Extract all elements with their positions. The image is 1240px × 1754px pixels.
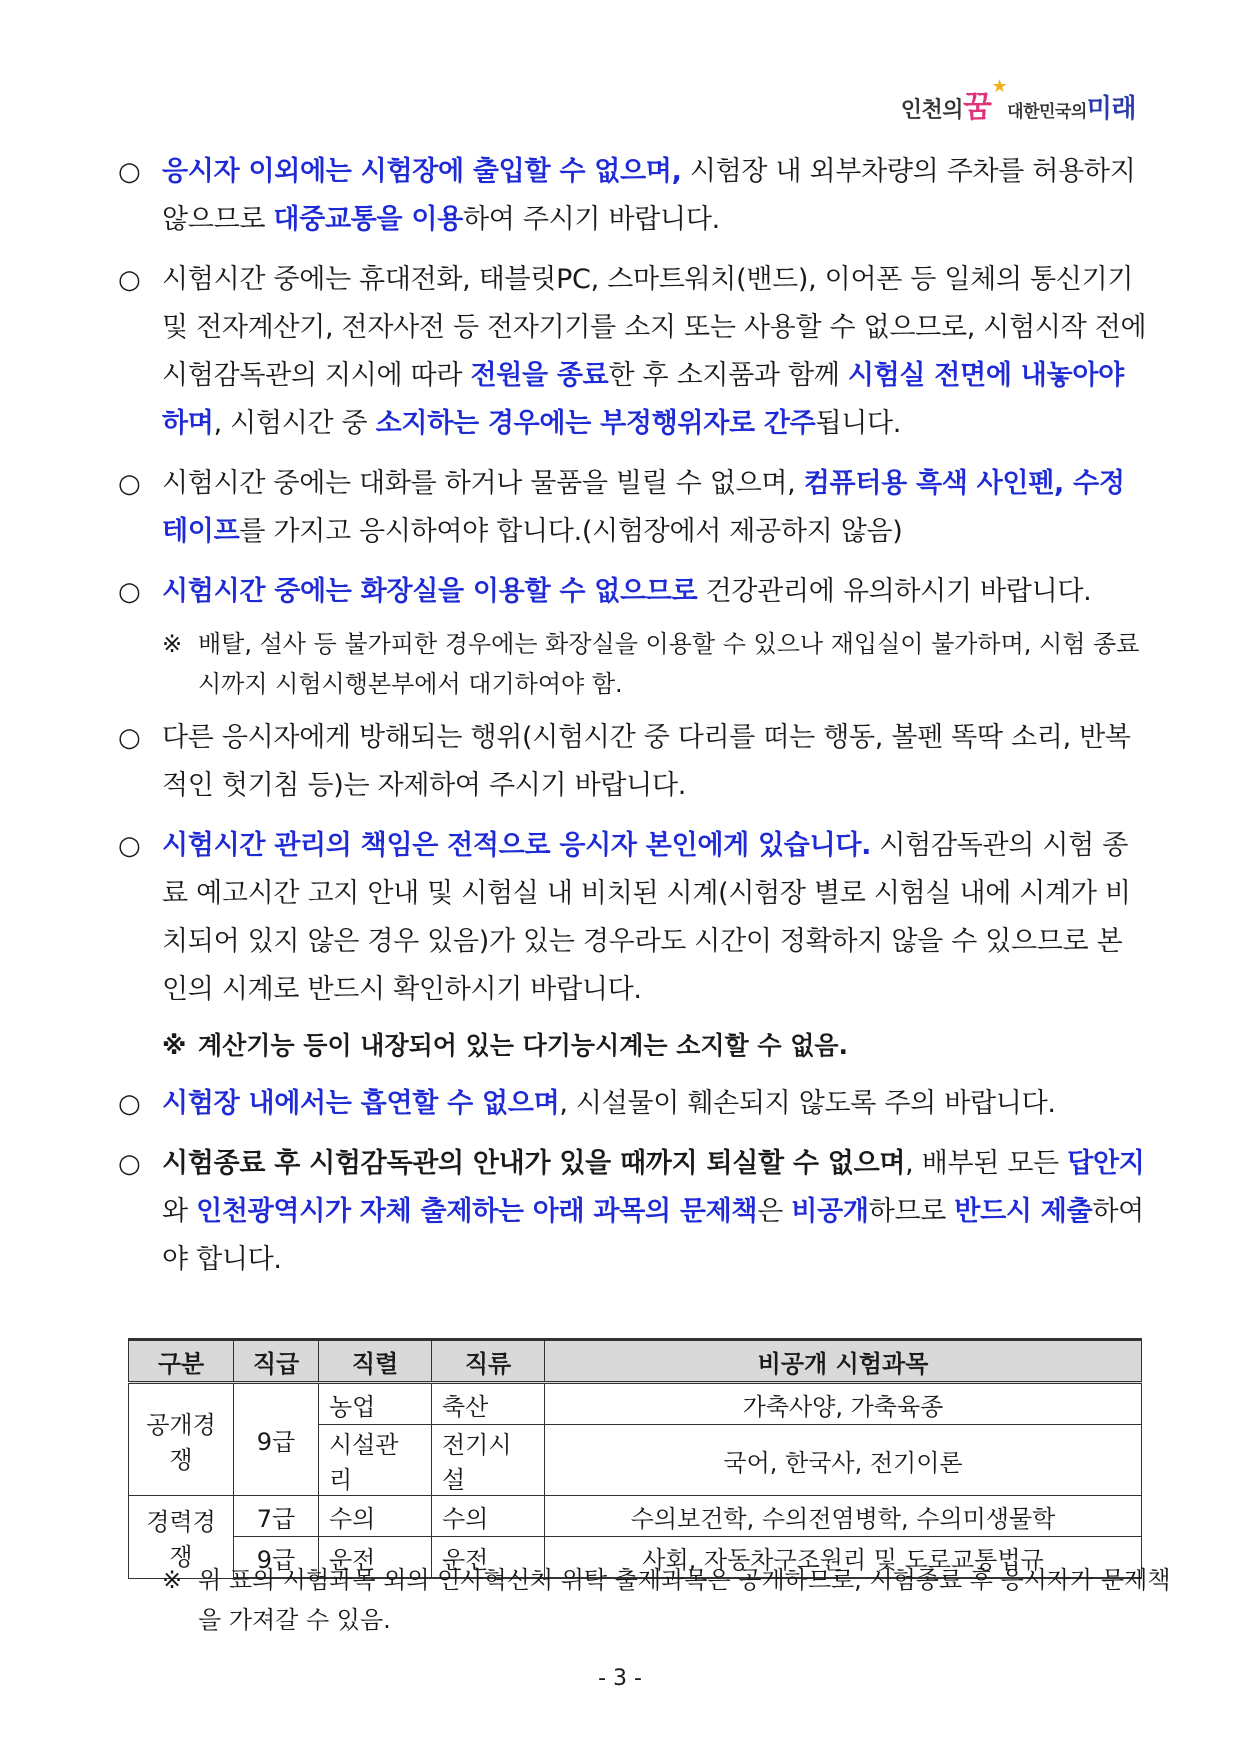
kind-cell: 전기시설: [432, 1425, 545, 1496]
notice-item: [118, 256, 1148, 448]
highlighted-text: 시험장 내에서는 흡연할 수 없으며: [162, 1088, 560, 1119]
notice-item: [118, 568, 1148, 616]
notice-item: [118, 460, 1148, 556]
highlighted-text: 시험시간 중에는 화장실을 이용할 수 없으므로: [162, 576, 698, 607]
notice-item: [118, 822, 1148, 1014]
circle-bullet-icon: ○: [118, 265, 141, 295]
notice-text: , 배부된 모든: [905, 1148, 1068, 1179]
grade-cell: 7급: [234, 1496, 319, 1537]
notice-text: 다른 응시자에게 방해되는 행위(시험시간 중 다리를 떠는 행동, 볼펜 똑딱 소리, 반복적인 헛기침 등)는 자제하여 주시기 바랍니다.: [162, 722, 1131, 801]
bold-text: 시험종료 후 시험감독관의 안내가 있을 때까지 퇴실할 수 없으며: [162, 1148, 906, 1179]
header-category: 구분: [129, 1340, 234, 1383]
footnote-text: 위 표의 시험과목 외의 인사혁신처 위탁 출제과목은 공개하므로, 시험종료 후 응시자가 문제책을 가져갈 수 있음.: [198, 1566, 1171, 1634]
highlighted-text: 답안지: [1067, 1148, 1145, 1179]
table-row: [129, 1383, 1142, 1425]
table-header-row: [129, 1340, 1142, 1383]
notice-text: 시험시간 중에는 대화를 하거나 물품을 빌릴 수 없으며,: [162, 468, 804, 499]
table-row: [129, 1496, 1142, 1537]
notice-item: [118, 1080, 1148, 1128]
highlighted-text: 반드시 제출: [954, 1196, 1093, 1227]
remark-text: 계산기능 등이 내장되어 있는 다기능시계는 소지할 수 없음.: [198, 1031, 849, 1060]
logo-text-kkum: 꿈: [963, 90, 992, 125]
highlighted-text: 비공개: [791, 1196, 869, 1227]
logo-text-mirae: 미래: [1086, 94, 1136, 124]
highlighted-text: 응시자 이외에는 시험장에 출입할 수 없으며,: [162, 156, 682, 187]
header-kind: 직류: [432, 1340, 545, 1383]
highlighted-text: 컴퓨터용 흑색 사인펜, 수정 테이프: [162, 468, 1125, 547]
highlighted-text: 대중교통을 이용: [273, 204, 463, 235]
notice-text: 됩니다.: [815, 408, 902, 439]
page-number: - 3 -: [598, 1666, 642, 1691]
subjects-cell: 사회, 자동차구조원리 및 도로교통법규: [545, 1537, 1142, 1579]
notice-text: 하여야 합니다.: [162, 1196, 1144, 1275]
kind-cell: 수의: [432, 1496, 545, 1537]
notice-text: 시험장 내 외부차량의 주차를 허용하지 않으므로: [162, 156, 1136, 235]
notice-text: 시험감독관의 시험 종료 예고시간 고지 안내 및 시험실 내 비치된 시계(시험장 별로 시험실 내에 시계가 비치되어 있지 않은 경우 있음)가 있는 경우라도 시간이 정확하지 않을 수 있으므로 본인의 시계로 반드시 확인하시기 바랍니다.: [162, 830, 1131, 1005]
notice-text: , 시험시간 중: [213, 408, 376, 439]
note-mark: ※: [162, 1566, 183, 1594]
kind-cell: 운전: [432, 1537, 545, 1579]
circle-bullet-icon: ○: [118, 157, 141, 187]
subjects-cell: 국어, 한국사, 전기이론: [545, 1425, 1142, 1496]
circle-bullet-icon: ○: [118, 831, 141, 861]
notice-text: 를 가지고 응시하여야 합니다.(시험장에서 제공하지 않음): [239, 516, 903, 547]
header-subjects: 비공개 시험과목: [545, 1340, 1142, 1383]
notice-item: [118, 148, 1148, 244]
category-cell: 경력경쟁: [129, 1496, 234, 1579]
highlighted-text: 시험실 전면에 내놓아야 하며: [162, 360, 1124, 439]
circle-bullet-icon: ○: [118, 1089, 141, 1119]
circle-bullet-icon: ○: [118, 723, 141, 753]
grade-cell: 9급: [234, 1383, 319, 1496]
subjects-cell: 가축사양, 가축육종: [545, 1383, 1142, 1425]
table-footnote: [162, 1560, 1178, 1640]
notice-list: [118, 148, 1148, 1296]
highlighted-text: 시험시간 관리의 책임은 전적으로 응시자 본인에게 있습니다.: [162, 830, 872, 861]
series-cell: 농업: [319, 1383, 432, 1425]
star-icon: ★: [991, 76, 1008, 97]
highlighted-text: 전원을 종료: [470, 360, 609, 391]
notice-item: [118, 1140, 1148, 1284]
notice-text: 한 후 소지품과 함께: [608, 360, 848, 391]
circle-bullet-icon: ○: [118, 1149, 141, 1179]
notice-text: 은: [757, 1196, 792, 1227]
notice-text: 하므로: [868, 1196, 955, 1227]
highlighted-text: 인천광역시가 자체 출제하는 아래 과목의 문제책: [196, 1196, 758, 1227]
notice-remark: [118, 1026, 1148, 1066]
logo-text-1: 인천의: [900, 98, 964, 123]
subjects-cell: 수의보건학, 수의전염병학, 수의미생물학: [545, 1496, 1142, 1537]
notice-text: 시험시간 중에는 휴대전화, 태블릿PC, 스마트워치(밴드), 이어폰 등 일체의 통신기기 및 전자계산기, 전자사전 등 전자기기를 소지 또는 사용할 수 없으므로, 시험시작 전에 시험감독관의 지시에 따라: [162, 264, 1147, 391]
circle-bullet-icon: ○: [118, 577, 141, 607]
notice-text: , 시설물이 훼손되지 않도록 주의 바랍니다.: [559, 1088, 1056, 1119]
highlighted-text: 소지하는 경우에는 부정행위자로 간주: [375, 408, 816, 439]
circle-bullet-icon: ○: [118, 469, 141, 499]
incheon-logo: [900, 76, 1136, 125]
series-cell: 수의: [319, 1496, 432, 1537]
notice-text: 건강관리에 유의하시기 바랍니다.: [697, 576, 1092, 607]
header-grade: 직급: [234, 1340, 319, 1383]
kind-cell: 축산: [432, 1383, 545, 1425]
logo-text-2: 대한민국의: [1007, 102, 1087, 122]
notice-text: 와: [162, 1196, 197, 1227]
notice-remark: [118, 624, 1148, 704]
note-mark: ※: [162, 1031, 187, 1060]
series-cell: 시설관리: [319, 1425, 432, 1496]
non-public-subjects-table: [128, 1338, 1142, 1579]
series-cell: 운전: [319, 1537, 432, 1579]
notice-text: 하여 주시기 바랍니다.: [463, 204, 720, 235]
remark-text: 배탈, 설사 등 불가피한 경우에는 화장실을 이용할 수 있으나 재입실이 불가하며, 시험 종료 시까지 시험시행본부에서 대기하여야 함.: [198, 630, 1140, 698]
header-series: 직렬: [319, 1340, 432, 1383]
category-cell: 공개경쟁: [129, 1383, 234, 1496]
note-mark: ※: [162, 630, 183, 658]
notice-item: [118, 714, 1148, 810]
grade-cell: 9급: [234, 1537, 319, 1579]
